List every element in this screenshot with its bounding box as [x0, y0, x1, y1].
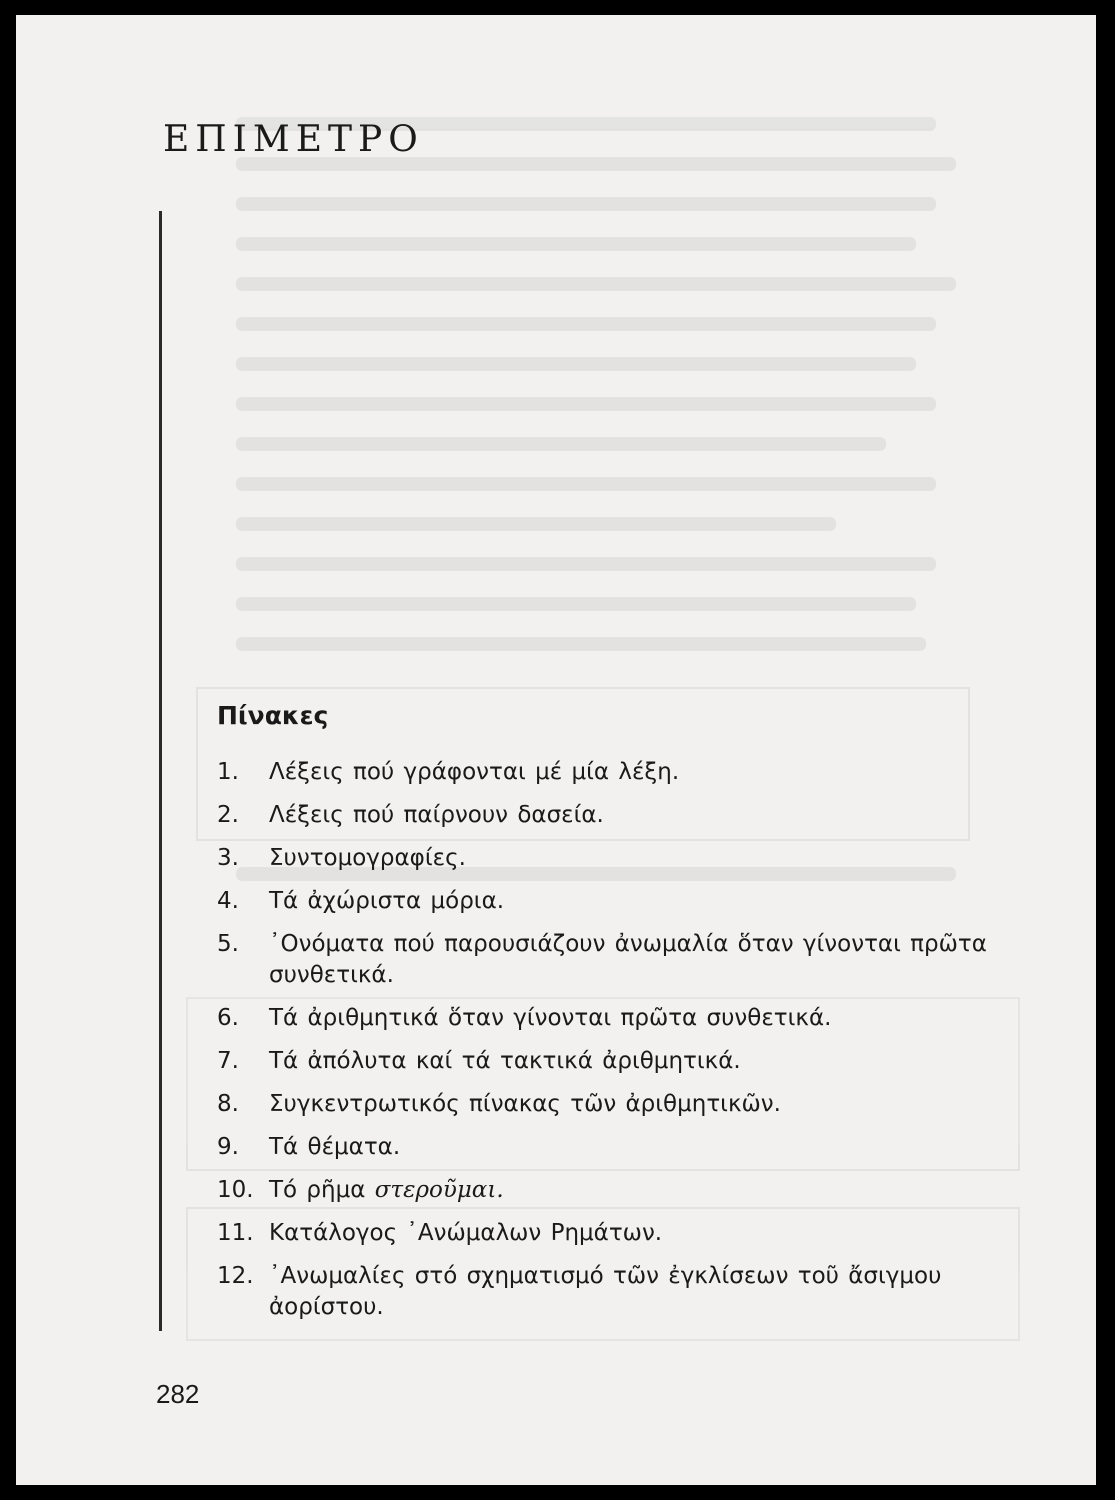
section-heading: Πίνακες	[217, 701, 329, 730]
item-number: 10.	[217, 1177, 254, 1203]
list-item	[217, 1261, 1017, 1323]
item-number: 4.	[217, 888, 239, 914]
list-item	[217, 1003, 1017, 1034]
list-item	[217, 1089, 1017, 1120]
list-item	[217, 1132, 1017, 1163]
list-item	[217, 757, 1017, 788]
page-content	[16, 15, 1096, 1485]
item-text: Τά θέματα.	[269, 1134, 401, 1160]
list-item	[217, 929, 1017, 991]
item-text: Τό ρῆμα	[269, 1177, 366, 1203]
item-text: Τά ἀπόλυτα καί τά τακτικά ἀριθμητικά.	[269, 1048, 741, 1074]
page-title: ΕΠΙΜΕΤΡΟ	[163, 119, 424, 160]
item-number: 7.	[217, 1048, 239, 1074]
item-number: 6.	[217, 1005, 239, 1031]
list-item	[217, 843, 1017, 874]
item-number: 5.	[217, 931, 239, 957]
item-number: 9.	[217, 1134, 239, 1160]
item-number: 8.	[217, 1091, 239, 1117]
item-number: 1.	[217, 759, 239, 785]
item-text: Συγκεντρωτικός πίνακας τῶν ἀριθμητικῶν.	[269, 1091, 781, 1117]
item-number: 12.	[217, 1263, 254, 1289]
item-text: Λέξεις πού παίρνουν δασεία.	[269, 802, 604, 828]
item-text: Κατάλογος ᾿Ανώμαλων Ρημάτων.	[269, 1220, 663, 1246]
list-item	[217, 886, 1017, 917]
item-text: Τά ἀριθμητικά ὅταν γίνονται πρῶτα συνθετικά.	[269, 1005, 832, 1031]
item-text: Λέξεις πού γράφονται μέ μία λέξη.	[269, 759, 680, 785]
item-text-italic: στεροῦμαι.	[374, 1177, 504, 1203]
list-item	[217, 1046, 1017, 1077]
list-item	[217, 1175, 1017, 1206]
item-number: 2.	[217, 802, 239, 828]
book-page	[16, 15, 1096, 1485]
tables-list	[217, 757, 1017, 1335]
list-item	[217, 800, 1017, 831]
item-text-wrapper	[269, 1175, 1017, 1206]
item-text: Συντομογραφίες.	[269, 845, 466, 871]
list-item	[217, 1218, 1017, 1249]
item-number: 11.	[217, 1220, 254, 1246]
item-text: ᾿Ανωμαλίες στό σχηματισμό τῶν ἐγκλίσεων τοῦ ἄσιγμου ἀορίστου.	[269, 1263, 942, 1320]
item-number: 3.	[217, 845, 239, 871]
margin-rule	[159, 211, 162, 1331]
item-text: Τά ἀχώριστα μόρια.	[269, 888, 505, 914]
item-text: ᾿Ονόματα πού παρουσιάζουν ἀνωμαλία ὅταν γίνονται πρῶτα συνθετικά.	[269, 931, 987, 988]
page-number: 282	[156, 1379, 200, 1409]
